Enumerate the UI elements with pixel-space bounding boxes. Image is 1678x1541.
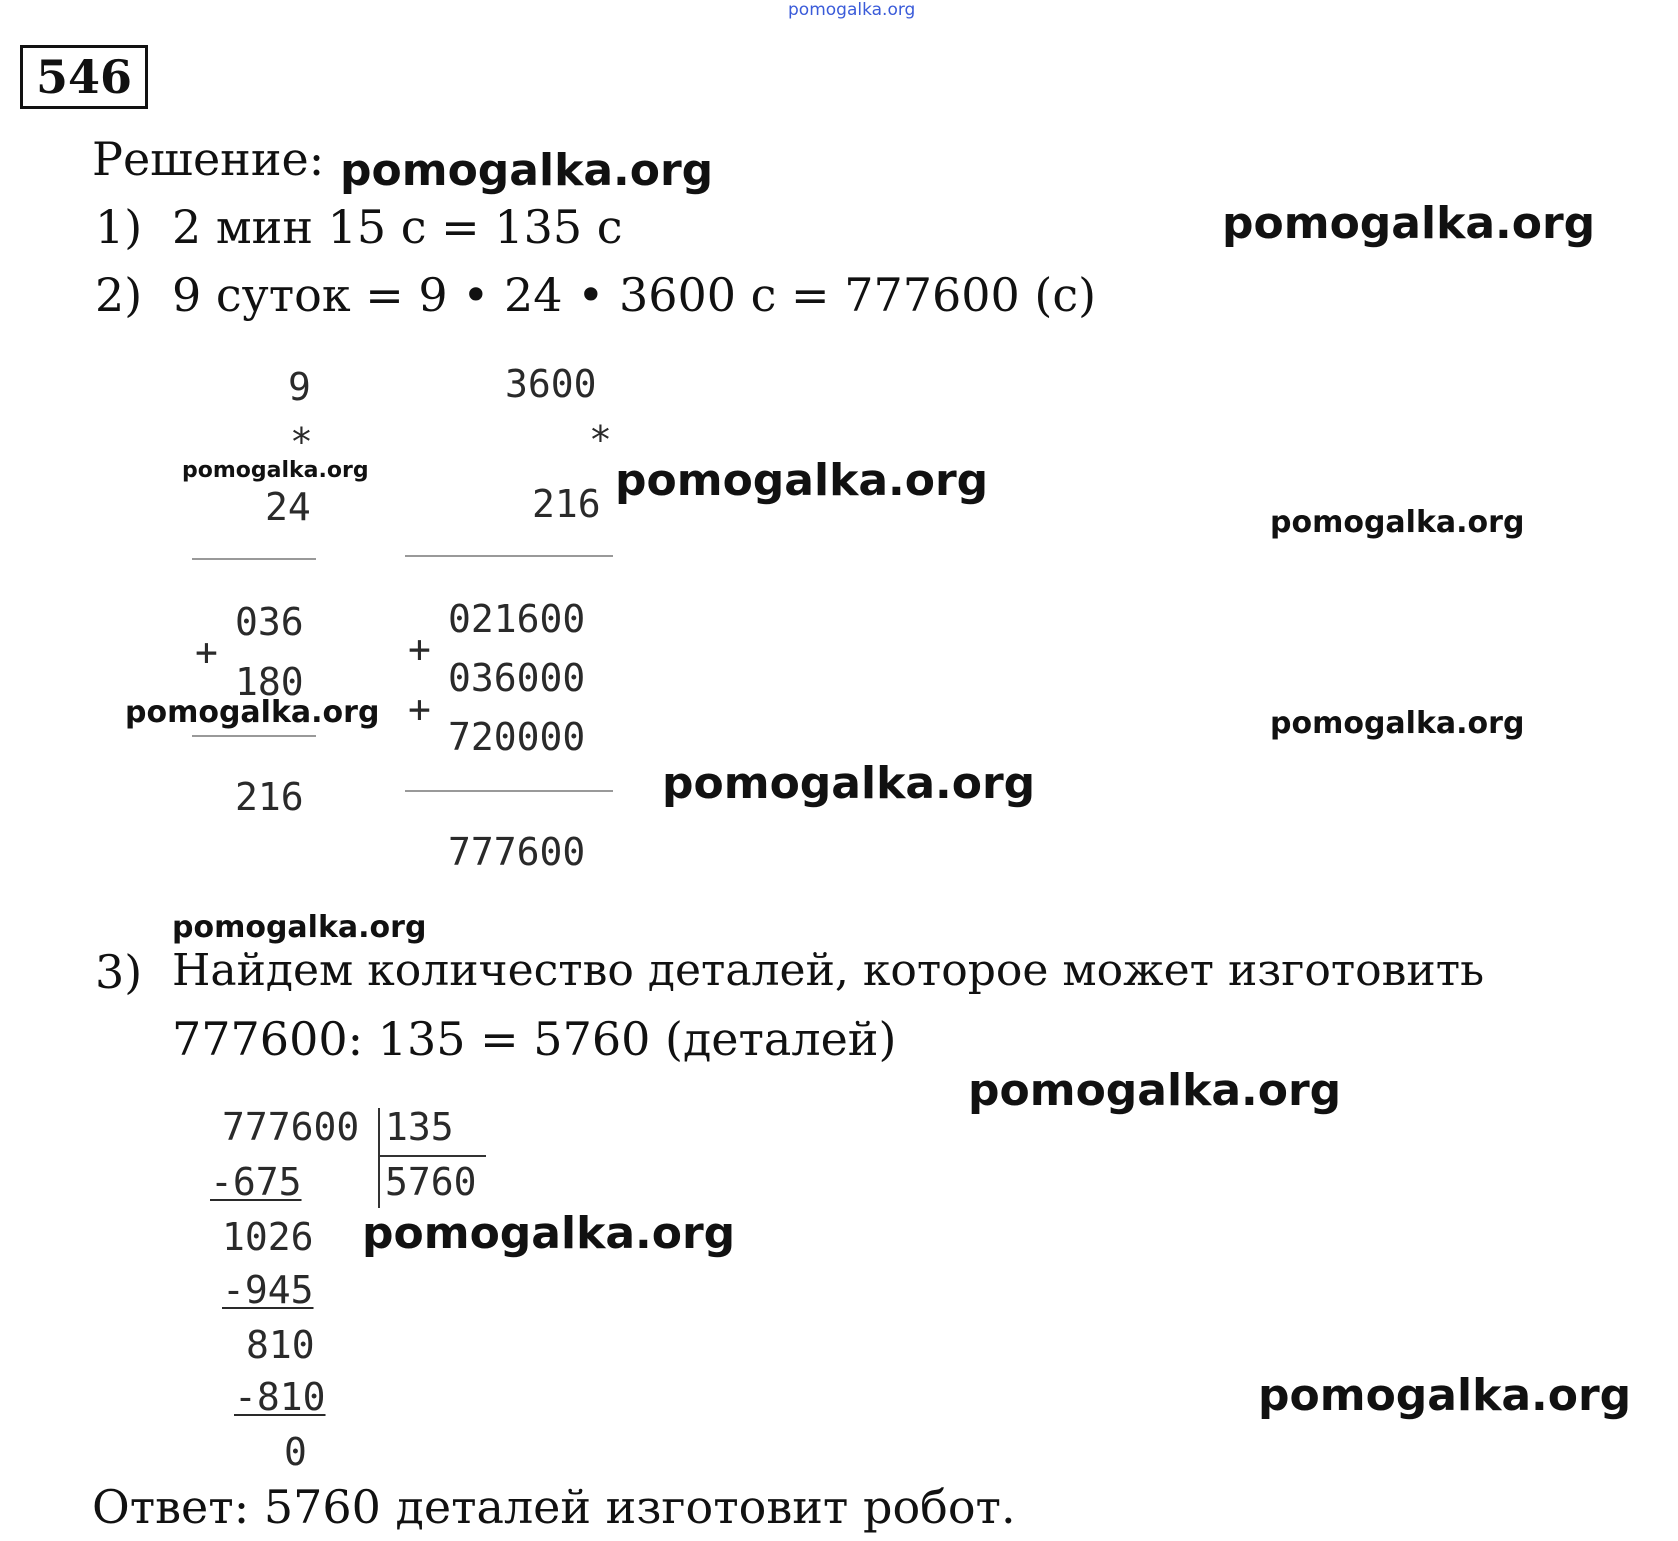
mult1-rule-1 bbox=[192, 558, 316, 560]
step-2-text: 9 суток = 9 • 24 • 3600 с = 777600 (с) bbox=[172, 268, 1097, 322]
watermark: pomogalka.org bbox=[362, 1208, 736, 1259]
mult1-result: 216 bbox=[235, 775, 304, 819]
mult2-rule-1 bbox=[405, 555, 613, 557]
division-row-3: -945 bbox=[222, 1268, 314, 1312]
solution-heading: Решение: bbox=[92, 132, 325, 186]
step-3-label: 3) bbox=[95, 945, 143, 999]
mult2-partial-3: 720000 bbox=[448, 715, 586, 759]
division-quotient: 5760 bbox=[385, 1160, 477, 1204]
mult1-factor-a: 9 bbox=[288, 365, 311, 409]
watermark: pomogalka.org bbox=[1270, 505, 1525, 540]
division-dividend: 777600 bbox=[222, 1105, 360, 1149]
mult2-plus-2: + bbox=[408, 687, 431, 731]
step-1-label: 1) bbox=[95, 200, 143, 254]
mult1-plus: + bbox=[195, 630, 218, 674]
watermark: pomogalka.org bbox=[1258, 1370, 1632, 1421]
answer-text: Ответ: 5760 деталей изготовит робот. bbox=[92, 1480, 1016, 1534]
top-watermark: pomogalka.org bbox=[788, 0, 916, 20]
watermark: pomogalka.org bbox=[1270, 706, 1525, 741]
step-3-text: Найдем количество деталей, которое может изготовить bbox=[172, 945, 1485, 996]
division-row-4: 810 bbox=[246, 1323, 315, 1367]
mult2-result: 777600 bbox=[448, 830, 586, 874]
mult2-partial-2: 036000 bbox=[448, 656, 586, 700]
mult2-partial-1: 021600 bbox=[448, 597, 586, 641]
division-row-1: -675 bbox=[210, 1160, 302, 1204]
mult1-factor-b: 24 bbox=[265, 485, 311, 529]
step-2-label: 2) bbox=[95, 268, 143, 322]
division-vertical-bar bbox=[378, 1108, 380, 1208]
watermark: pomogalka.org bbox=[615, 455, 989, 506]
watermark: pomogalka.org bbox=[662, 758, 1036, 809]
watermark: pomogalka.org bbox=[968, 1065, 1342, 1116]
mult2-factor-b: 216 bbox=[532, 482, 601, 526]
mult1-partial-2: 180 bbox=[235, 660, 304, 704]
watermark: pomogalka.org bbox=[182, 458, 369, 483]
watermark: pomogalka.org bbox=[172, 910, 427, 945]
problem-number-box: 546 bbox=[20, 45, 148, 109]
mult1-rule-2 bbox=[192, 735, 316, 737]
watermark: pomogalka.org bbox=[125, 695, 380, 730]
division-horizontal-bar bbox=[378, 1155, 486, 1157]
mult1-operator: * bbox=[290, 420, 313, 464]
division-row-2: 1026 bbox=[222, 1215, 314, 1259]
division-divisor: 135 bbox=[385, 1105, 454, 1149]
watermark: pomogalka.org bbox=[1222, 198, 1596, 249]
step-1-text: 2 мин 15 с = 135 с bbox=[172, 200, 623, 254]
mult2-rule-2 bbox=[405, 790, 613, 792]
division-row-6: 0 bbox=[284, 1430, 307, 1474]
mult2-plus-1: + bbox=[408, 627, 431, 671]
watermark: pomogalka.org bbox=[340, 145, 714, 196]
step-3-equation: 777600: 135 = 5760 (деталей) bbox=[172, 1012, 897, 1066]
mult2-operator: * bbox=[589, 418, 612, 462]
mult2-factor-a: 3600 bbox=[505, 362, 597, 406]
division-row-5: -810 bbox=[234, 1375, 326, 1419]
mult1-partial-1: 036 bbox=[235, 600, 304, 644]
